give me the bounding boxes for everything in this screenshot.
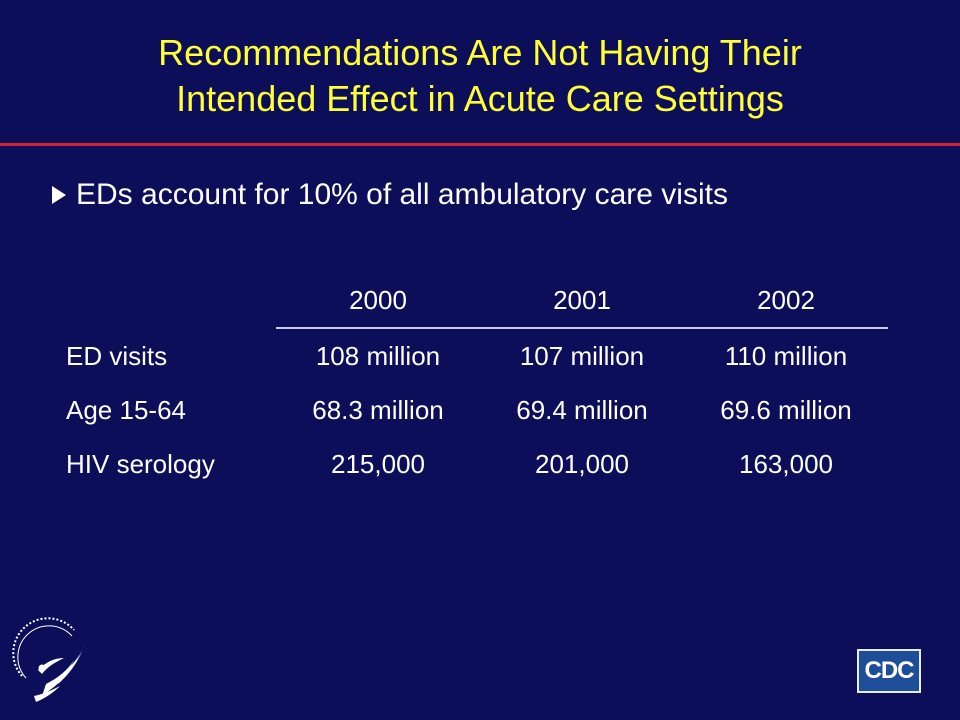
row-label: ED visits (66, 340, 168, 371)
row-label: HIV serology (66, 448, 215, 479)
cdc-logo (857, 649, 921, 693)
table-cell: 68.3 million (312, 394, 444, 425)
table-row (52, 383, 888, 437)
data-table (52, 273, 888, 491)
table-cell: 107 million (519, 340, 645, 371)
table-cell: 69.4 million (516, 394, 648, 425)
table-cell: 163,000 (739, 448, 833, 479)
arrow-bullet-icon (52, 186, 66, 204)
column-header: 2001 (553, 284, 611, 315)
column-header: 2000 (349, 284, 407, 315)
table-cell: 215,000 (331, 448, 425, 479)
title-divider (0, 143, 960, 146)
table-header-row (52, 273, 888, 328)
row-label: Age 15-64 (66, 394, 186, 425)
hhs-eagle-seal-icon (12, 614, 96, 710)
table-cell: 110 million (724, 340, 848, 371)
table-cell: 201,000 (535, 448, 629, 479)
column-header: 2002 (757, 284, 815, 315)
bullet-point (52, 173, 728, 217)
slide-title (40, 30, 920, 122)
title-line-1: Recommendations Are Not Having Their (158, 32, 802, 73)
table-cell: 108 million (315, 340, 441, 371)
bullet-text: EDs account for 10% of all ambulatory care visits (76, 178, 728, 211)
title-line-2: Intended Effect in Acute Care Settings (176, 78, 784, 119)
table-row (52, 328, 888, 383)
table-cell: 69.6 million (720, 394, 852, 425)
cdc-logo-text: CDC (864, 657, 914, 684)
table-corner-cell (52, 273, 276, 328)
table-row (52, 437, 888, 491)
